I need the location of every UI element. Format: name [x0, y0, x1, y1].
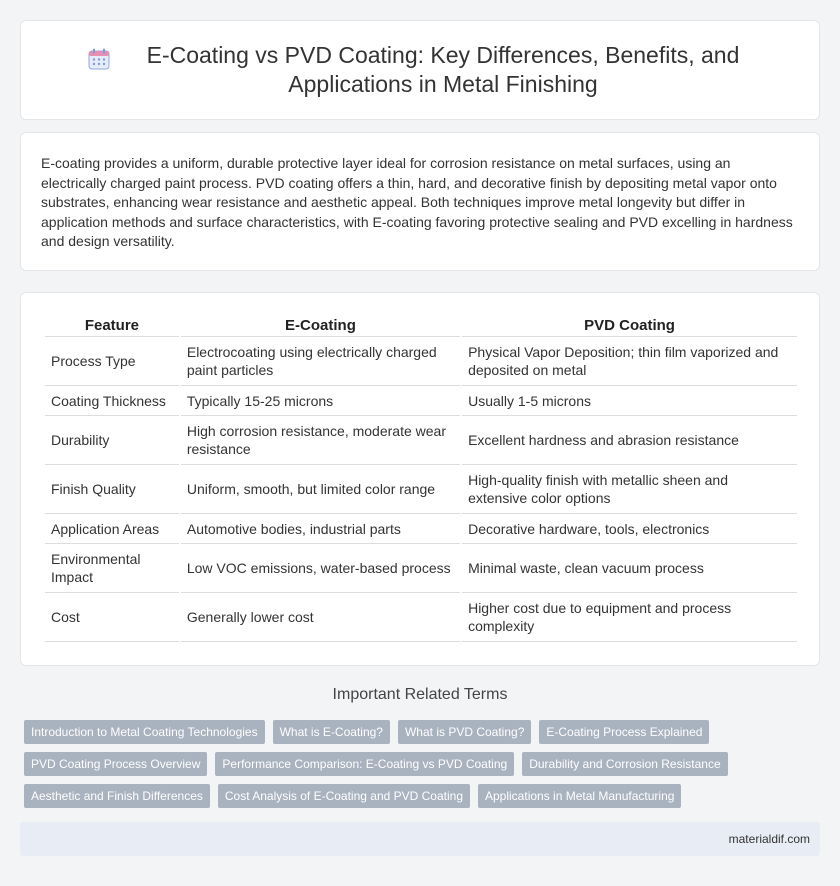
- cell-feature: Application Areas: [45, 514, 179, 544]
- related-tag[interactable]: Applications in Metal Manufacturing: [478, 784, 681, 808]
- cell-feature: Process Type: [45, 337, 179, 386]
- footer-site-link[interactable]: materialdif.com: [728, 832, 810, 846]
- related-tag[interactable]: Durability and Corrosion Resistance: [522, 752, 727, 776]
- cell-feature: Cost: [45, 593, 179, 642]
- comparison-card: [20, 292, 820, 666]
- cell-pvd-coating: Excellent hardness and abrasion resistance: [462, 416, 797, 465]
- table-row: [45, 416, 797, 465]
- related-tag[interactable]: E-Coating Process Explained: [539, 720, 709, 744]
- related-tags-row: [24, 752, 736, 776]
- title-wrap: [87, 41, 753, 99]
- related-tag[interactable]: Introduction to Metal Coating Technologies: [24, 720, 265, 744]
- cell-feature: Durability: [45, 416, 179, 465]
- footer: [20, 822, 820, 856]
- cell-pvd-coating: Usually 1-5 microns: [462, 386, 797, 416]
- cell-feature: Environmental Impact: [45, 544, 179, 593]
- comparison-table: [43, 313, 799, 642]
- calendar-icon: [87, 47, 111, 71]
- table-row: [45, 544, 797, 593]
- page-title: E-Coating vs PVD Coating: Key Differences, Benefits, and Applications in Metal Finishing: [146, 42, 740, 97]
- related-tag[interactable]: What is E-Coating?: [273, 720, 390, 744]
- intro-text: E-coating provides a uniform, durable protective layer ideal for corrosion resistance on metal surfaces, using an electrically charged paint process. PVD coating offers a thin, hard, and decorative finish by depositing metal vapor onto substrates, enhancing wear resistance and aesthetic appeal. Both techniques improve metal longevity but differ in application methods and surface characteristics, with E-coating favoring protective sealing and PVD excelling in hardness and design versatility.: [41, 155, 793, 250]
- header-feature: Feature: [45, 313, 179, 337]
- table-row: [45, 593, 797, 642]
- header-e-coating: E-Coating: [181, 313, 460, 337]
- related-tags-row: [24, 720, 717, 744]
- related-tags-row: [24, 784, 689, 808]
- related-tag[interactable]: Cost Analysis of E-Coating and PVD Coating: [218, 784, 470, 808]
- title-card: [20, 20, 820, 120]
- intro-card: [20, 132, 820, 271]
- cell-e-coating: Electrocoating using electrically charged paint particles: [181, 337, 460, 386]
- cell-pvd-coating: Higher cost due to equipment and process complexity: [462, 593, 797, 642]
- related-terms-heading: Important Related Terms: [332, 686, 508, 703]
- related-tag[interactable]: Performance Comparison: E-Coating vs PVD Coating: [215, 752, 514, 776]
- related-tag[interactable]: PVD Coating Process Overview: [24, 752, 207, 776]
- cell-feature: Finish Quality: [45, 465, 179, 514]
- cell-feature: Coating Thickness: [45, 386, 179, 416]
- related-tag[interactable]: Aesthetic and Finish Differences: [24, 784, 210, 808]
- cell-pvd-coating: Minimal waste, clean vacuum process: [462, 544, 797, 593]
- table-row: [45, 337, 797, 386]
- cell-pvd-coating: High-quality finish with metallic sheen and extensive color options: [462, 465, 797, 514]
- table-row: [45, 386, 797, 416]
- cell-e-coating: Automotive bodies, industrial parts: [181, 514, 460, 544]
- cell-pvd-coating: Physical Vapor Deposition; thin film vaporized and deposited on metal: [462, 337, 797, 386]
- cell-e-coating: Low VOC emissions, water-based process: [181, 544, 460, 593]
- related-tag[interactable]: What is PVD Coating?: [398, 720, 531, 744]
- cell-pvd-coating: Decorative hardware, tools, electronics: [462, 514, 797, 544]
- cell-e-coating: Uniform, smooth, but limited color range: [181, 465, 460, 514]
- cell-e-coating: Generally lower cost: [181, 593, 460, 642]
- table-row: [45, 514, 797, 544]
- cell-e-coating: Typically 15-25 microns: [181, 386, 460, 416]
- header-pvd-coating: PVD Coating: [462, 313, 797, 337]
- table-row: [45, 465, 797, 514]
- cell-e-coating: High corrosion resistance, moderate wear resistance: [181, 416, 460, 465]
- table-header-row: [45, 313, 797, 337]
